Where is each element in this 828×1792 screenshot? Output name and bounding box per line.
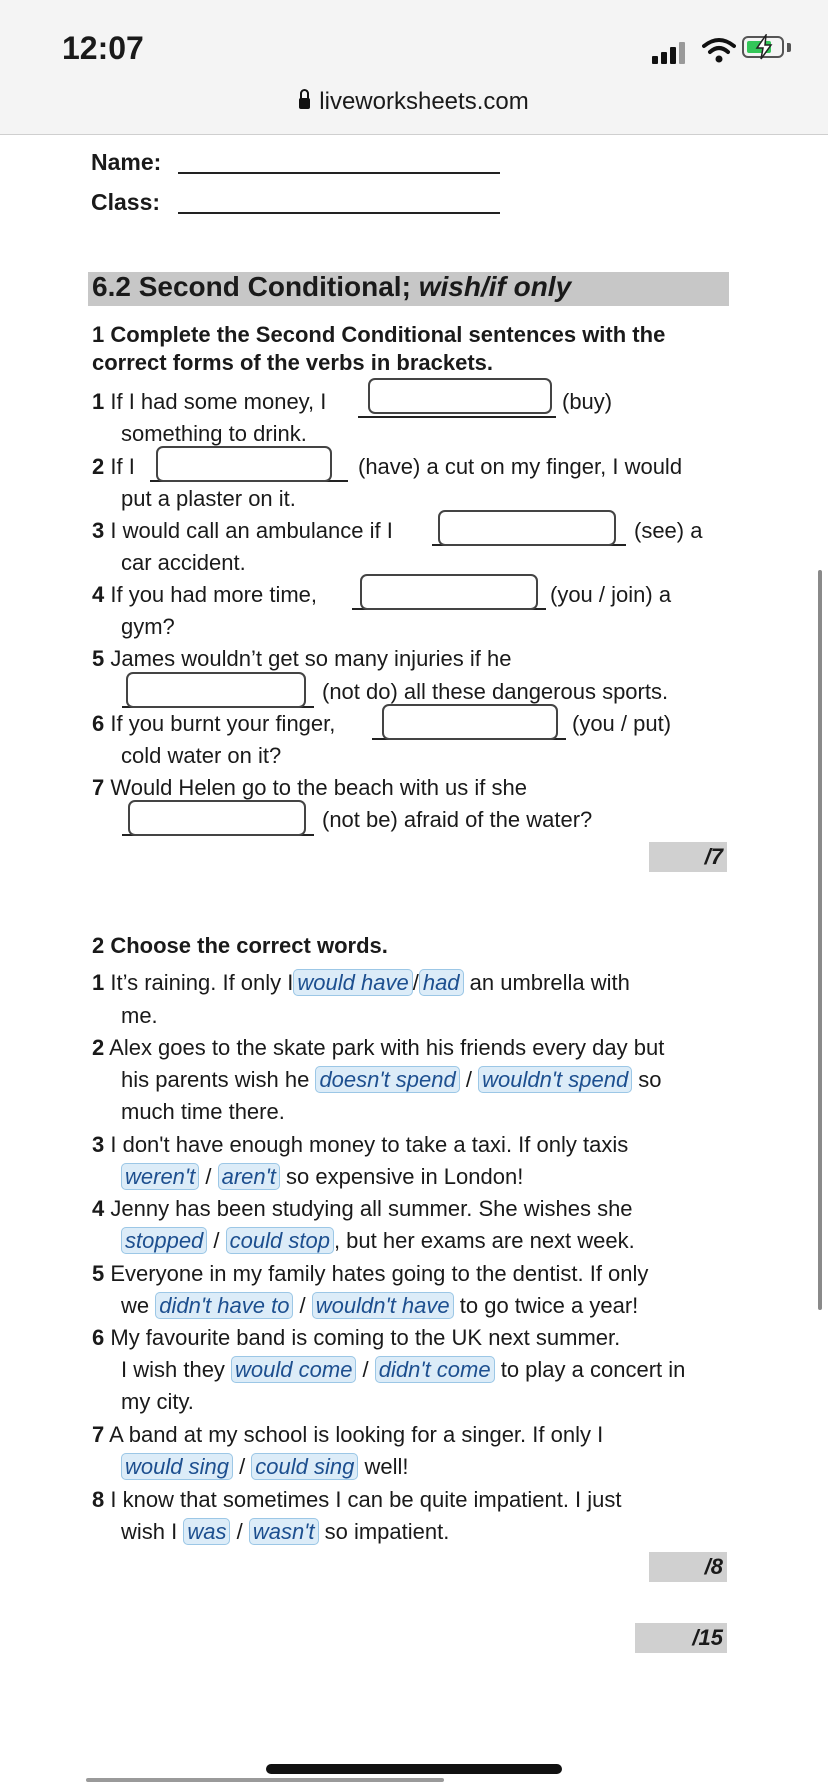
horizontal-scrollbar[interactable] [86,1778,444,1782]
ex1-item: 6 If you burnt your finger, [92,711,336,736]
answer-option[interactable]: weren't [121,1163,199,1190]
ex2-item: 3 I don't have enough money to take a taxi. If only taxis [92,1132,629,1157]
ex1-continuation: gym? [121,614,175,639]
ex1-item: 3 I would call an ambulance if I [92,518,393,543]
ex2-item-line: I wish they would come / didn't come to play a concert in [121,1357,686,1382]
ex2-item-line: wish I was / wasn't so impatient. [121,1519,450,1544]
answer-option[interactable]: could stop [226,1227,334,1254]
charging-bolt-icon [752,34,776,60]
ex2-item: 4 Jenny has been studying all summer. She wishes she [92,1196,633,1221]
ex2-item-line: his parents wish he doesn't spend / wouldn't spend so [121,1067,662,1092]
ex2-item-line: we didn't have to / wouldn't have to go twice a year! [121,1293,639,1318]
answer-option[interactable]: would come [231,1356,356,1383]
name-line [178,172,500,174]
answer-input[interactable] [382,704,558,740]
address-bar[interactable] [0,88,828,116]
answer-input[interactable] [156,446,332,482]
ex1-hint: (you / put) [572,711,672,736]
ex1-item: 2 If I [92,454,135,479]
answer-input[interactable] [360,574,538,610]
answer-input[interactable] [438,510,616,546]
ex2-continuation: me. [121,1003,158,1028]
ex1-continuation: car accident. [121,550,246,575]
wifi-icon [702,36,736,64]
answer-option[interactable]: would sing [121,1453,233,1480]
total-score: /15 [635,1623,727,1653]
ex2-continuation: much time there. [121,1099,285,1124]
ex1-item: 7 Would Helen go to the beach with us if she [92,775,527,800]
home-indicator[interactable] [266,1764,562,1774]
ex1-continuation: put a plaster on it. [121,486,296,511]
answer-option[interactable]: didn't come [375,1356,495,1383]
answer-input[interactable] [368,378,552,414]
vertical-scrollbar[interactable] [818,570,822,1310]
url-text: liveworksheets.com [319,88,529,115]
ex1-item: 4 If you had more time, [92,582,318,607]
ex1-hint: (buy) [562,389,613,414]
ex1-hint: (not be) afraid of the water? [322,807,593,832]
ex2-item-line: would sing / could sing well! [121,1454,409,1480]
answer-input[interactable] [126,672,306,708]
ex1-continuation: something to drink. [121,421,307,446]
ex2-item: 2 Alex goes to the skate park with his friends every day but [92,1035,665,1060]
ex2-item-line: weren't / aren't so expensive in London! [121,1164,523,1190]
answer-option[interactable]: wouldn't have [312,1292,454,1319]
ex1-continuation: cold water on it? [121,743,282,768]
name-label: Name: [91,149,162,175]
ex2-score: /8 [649,1552,727,1582]
answer-option[interactable]: wasn't [249,1518,319,1545]
class-label: Class: [91,189,161,215]
ex1-hint: (not do) all these dangerous sports. [322,679,669,704]
ex2-item: 7 A band at my school is looking for a singer. If only I [92,1422,604,1447]
ex2-instruction: 2 Choose the correct words. [92,933,388,958]
ex1-item: 5 James wouldn’t get so many injuries if he [92,646,512,671]
class-line [178,212,500,214]
answer-option[interactable]: aren't [218,1163,280,1190]
answer-input[interactable] [128,800,306,836]
answer-option[interactable]: wouldn't spend [478,1066,632,1093]
answer-option[interactable]: was [183,1518,230,1545]
cellular-signal-icon [652,40,692,64]
status-bar [0,0,828,135]
ex1-hint: (have) a cut on my finger, I would [358,454,683,479]
status-time: 12:07 [62,30,144,66]
ex2-item: 1 It’s raining. If only I would have / had an umbrella with [92,970,630,995]
ex1-score: /7 [649,842,727,872]
answer-option[interactable]: could sing [251,1453,358,1480]
ex2-item: 6 My favourite band is coming to the UK next summer. [92,1325,621,1350]
ex1-item: 1 If I had some money, I [92,389,327,414]
lock-icon [299,98,310,109]
ex2-item: 8 I know that sometimes I can be quite impatient. I just [92,1487,622,1512]
answer-option[interactable]: would have [293,969,412,996]
answer-option[interactable]: stopped [121,1227,207,1254]
ex1-instruction: correct forms of the verbs in brackets. [92,350,494,375]
ex2-item: 5 Everyone in my family hates going to the dentist. If only [92,1261,649,1286]
ex1-hint: (you / join) a [550,582,672,607]
ex1-hint: (see) a [634,518,703,543]
page-title: 6.2 Second Conditional; wish/if only [92,271,572,302]
answer-option[interactable]: doesn't spend [315,1066,459,1093]
ex1-instruction: 1 Complete the Second Conditional sentences with the [92,322,666,347]
answer-option[interactable]: had [419,969,464,996]
ex2-continuation: my city. [121,1389,194,1414]
answer-option[interactable]: didn't have to [155,1292,293,1319]
ex2-item-line: stopped / could stop , but her exams are next week. [121,1228,635,1254]
